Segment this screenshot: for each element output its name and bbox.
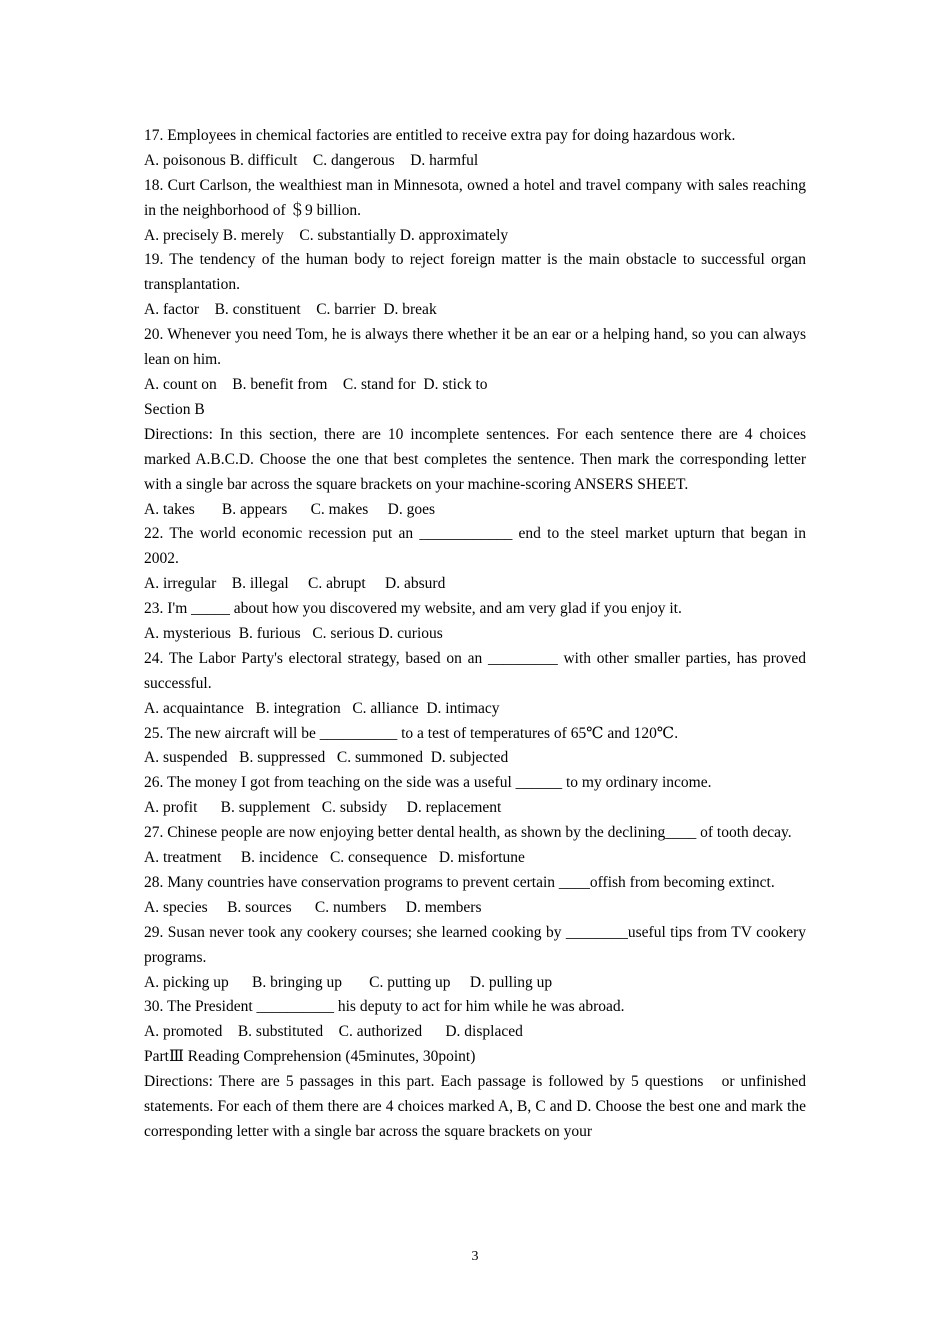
question-23-options: A. mysterious B. furious C. serious D. curious <box>144 624 443 642</box>
question-25-stem: 25. The new aircraft will be __________ to a test of temperatures of 65℃ and 120℃. <box>144 724 679 742</box>
question-28-options: A. species B. sources C. numbers D. members <box>144 898 482 916</box>
part-3-directions: Directions: There are 5 passages in this part. Each passage is followed by 5 questions or unfinished statements. For each of them there are 4 choices marked A, B, C and D. Choose the best one and mark the corresponding letter with a single bar across the square brackets on your <box>144 1073 810 1140</box>
question-22-options: A. irregular B. illegal C. abrupt D. absurd <box>144 575 446 593</box>
question-25-options: A. suspended B. suppressed C. summoned D. subjected <box>144 749 509 767</box>
question-29-stem: 29. Susan never took any cookery courses; she learned cooking by ________useful tips from TV cookery programs. <box>144 923 810 966</box>
question-20-stem: 20. Whenever you need Tom, he is always there whether it be an ear or a helping hand, so you can always lean on him. <box>144 326 810 369</box>
question-30-stem: 30. The President __________ his deputy to act for him while he was abroad. <box>144 998 625 1016</box>
part-3-title: PartⅢ Reading Comprehension (45minutes, 30point) <box>144 1048 476 1066</box>
question-27-stem: 27. Chinese people are now enjoying better dental health, as shown by the declining____ of tooth decay. <box>144 824 792 842</box>
question-18-options: A. precisely B. merely C. substantially D. approximately <box>144 226 509 244</box>
question-22-stem: 22. The world economic recession put an ____________ end to the steel market upturn that began in 2002. <box>144 525 810 568</box>
question-23-stem: 23. I'm _____ about how you discovered my website, and am very glad if you enjoy it. <box>144 600 682 618</box>
section-b-title: Section B <box>144 400 205 418</box>
exam-page-body <box>144 124 810 1145</box>
question-30-options: A. promoted B. substituted C. authorized D. displaced <box>144 1023 523 1041</box>
question-17-stem: 17. Employees in chemical factories are entitled to receive extra pay for doing hazardous work. <box>144 127 736 144</box>
question-20-options: A. count on B. benefit from C. stand for D. stick to <box>144 376 488 393</box>
question-26-options: A. profit B. supplement C. subsidy D. replacement <box>144 799 502 817</box>
section-b-directions: Directions: In this section, there are 10 incomplete sentences. For each sentence there are 4 choices marked A.B.C.D. Choose the one that best completes the sentence. Then mark the corresponding letter with a single bar across the square brackets on your machine-scoring ANSERS SHEET. <box>144 425 810 493</box>
question-24-stem: 24. The Labor Party's electoral strategy, based on an _________ with other smaller parties, has proved successful. <box>144 649 810 692</box>
question-26-stem: 26. The money I got from teaching on the side was a useful ______ to my ordinary income. <box>144 774 712 792</box>
question-29-options: A. picking up B. bringing up C. putting up D. pulling up <box>144 973 553 991</box>
question-17-options: A. poisonous B. difficult C. dangerous D. harmful <box>144 151 479 169</box>
question-19-options: A. factor B. constituent C. barrier D. break <box>144 301 437 319</box>
question-28-stem: 28. Many countries have conservation programs to prevent certain ____offish from becoming extinct. <box>144 873 775 891</box>
page-number: 3 <box>471 1249 479 1264</box>
question-24-options: A. acquaintance B. integration C. alliance D. intimacy <box>144 699 500 717</box>
question-27-options: A. treatment B. incidence C. consequence D. misfortune <box>144 849 525 867</box>
question-18-stem: 18. Curt Carlson, the wealthiest man in Minnesota, owned a hotel and travel company with sales reaching in the neighborhood of ＄9 billion. <box>144 176 810 219</box>
question-21-options: A. takes B. appears C. makes D. goes <box>144 500 436 518</box>
question-19-stem: 19. The tendency of the human body to reject foreign matter is the main obstacle to successful organ transplantation. <box>144 251 810 294</box>
